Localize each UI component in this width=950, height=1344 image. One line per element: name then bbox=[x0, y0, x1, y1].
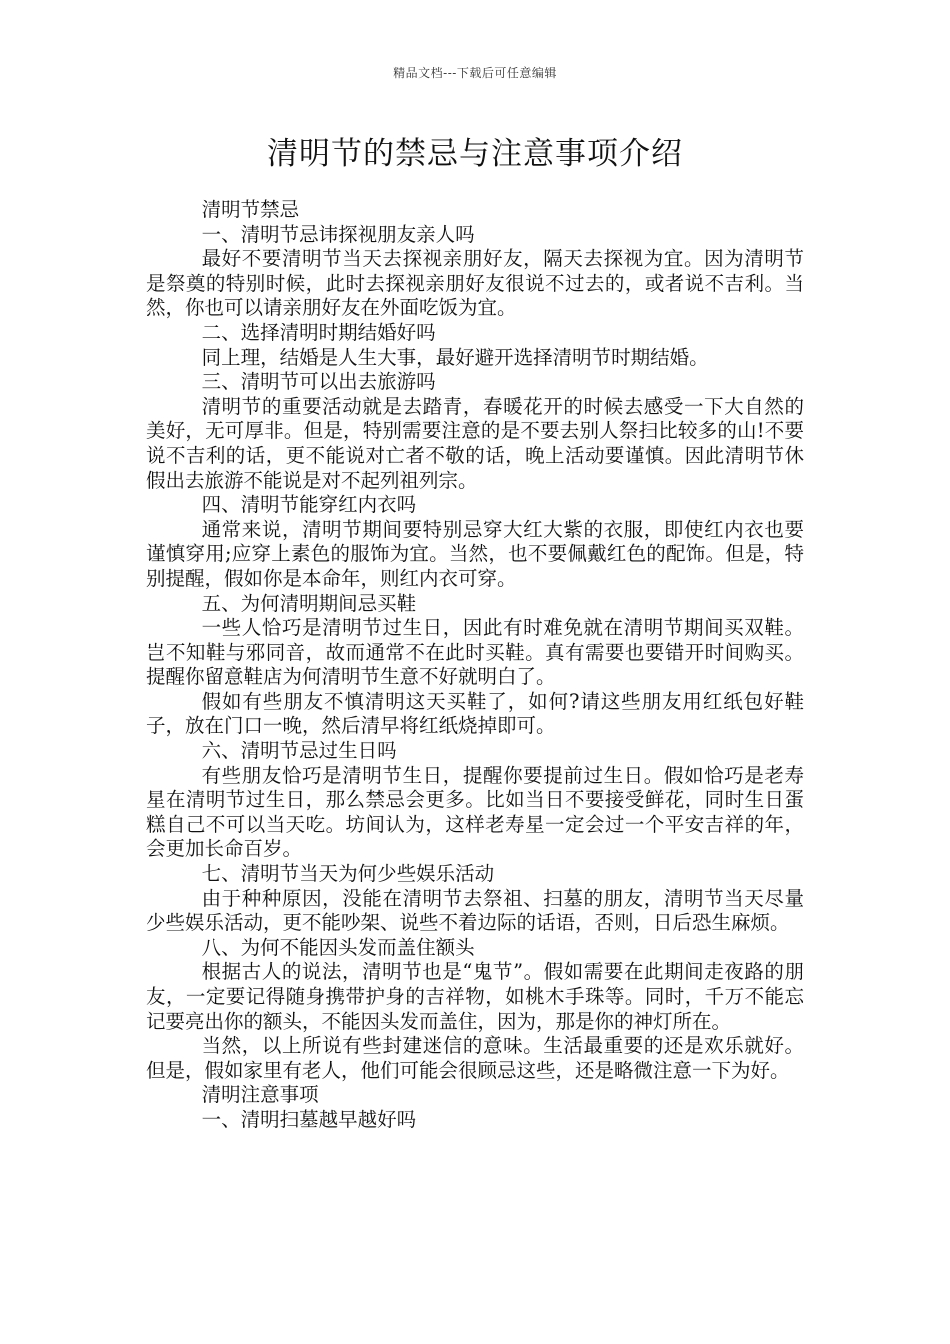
item-heading-6: 六、清明节忌过生日吗 bbox=[201, 739, 397, 763]
paragraph: 当然，以上所说有些封建迷信的意味。生活最重要的还是欢乐就好。但是，假如家里有老人，他们可能会很顾忌这些，还是略微注意一下为好。 bbox=[146, 1034, 804, 1082]
paragraph: 由于种种原因，没能在清明节去祭祖、扫墓的朋友，清明节当天尽量少些娱乐活动，更不能吵架、说些不着边际的话语，否则，日后恐生麻烦。 bbox=[146, 886, 804, 935]
paragraph: 一些人恰巧是清明节过生日，因此有时难免就在清明节期间买双鞋。岂不知鞋与邪同音，故而通常不在此时买鞋。真有需要也要错开时间购买。提醒你留意鞋店为何清明节生意不好就明白了。 bbox=[146, 616, 804, 689]
header-note: 精品文档---下载后可任意编辑 bbox=[393, 66, 557, 80]
paragraph: 清明节的重要活动就是去踏青，春暖花开的时候去感受一下大自然的美好，无可厚非。但是，特别需要注意的是不要去别人祭扫比较多的山!不要说不吉利的话，更不能说对亡者不敬的话，晚上活动要谨慎。因此清明节休假出去旅游不能说是对不起列祖列宗。 bbox=[146, 394, 804, 492]
paragraph: 根据古人的说法，清明节也是“鬼节”。假如需要在此期间走夜路的朋友，一定要记得随身携带护身的吉祥物，如桃木手珠等。同时，千万不能忘记要亮出你的额头，不能因头发而盖住，因为，那是你的神灯所在。 bbox=[146, 960, 804, 1033]
item-heading-3: 三、清明节可以出去旅游吗 bbox=[201, 370, 436, 394]
section-heading-precautions: 清明注意事项 bbox=[201, 1083, 319, 1107]
item-heading-7: 七、清明节当天为何少些娱乐活动 bbox=[201, 862, 495, 886]
section-heading-taboos: 清明节禁忌 bbox=[201, 198, 300, 221]
item-heading-1: 一、清明节忌讳探视朋友亲人吗 bbox=[201, 222, 475, 246]
item-heading-4: 四、清明节能穿红内衣吗 bbox=[201, 493, 417, 517]
item-heading-2: 二、选择清明时期结婚好吗 bbox=[201, 320, 436, 344]
item-heading-precaution-1: 一、清明扫墓越早越好吗 bbox=[201, 1107, 417, 1131]
document-body bbox=[146, 198, 804, 1133]
item-heading-8: 八、为何不能因头发而盖住额头 bbox=[201, 935, 475, 959]
paragraph: 同上理，结婚是人生大事，最好避开选择清明节时期结婚。 bbox=[201, 345, 709, 369]
paragraph: 假如有些朋友不慎清明这天买鞋了，如何?请这些朋友用红纸包好鞋子，放在门口一晚，然后清早将红纸烧掉即可。 bbox=[146, 689, 804, 738]
paragraph: 最好不要清明节当天去探视亲朋好友，隔天去探视为宜。因为清明节是祭奠的特别时候，此时去探视亲朋好友很说不过去的，或者说不吉利。当然，你也可以请亲朋好友在外面吃饭为宜。 bbox=[146, 247, 804, 320]
paragraph: 通常来说，清明节期间要特别忌穿大红大紫的衣服，即使红内衣也要谨慎穿用;应穿上素色的服饰为宜。当然，也不要佩戴红色的配饰。但是，特别提醒，假如你是本命年，则红内衣可穿。 bbox=[146, 517, 804, 590]
document-title: 清明节的禁忌与注意事项介绍 bbox=[267, 136, 683, 172]
item-heading-5: 五、为何清明期间忌买鞋 bbox=[201, 591, 417, 615]
paragraph: 有些朋友恰巧是清明节生日，提醒你要提前过生日。假如恰巧是老寿星在清明节过生日，那么禁忌会更多。比如当日不要接受鲜花，同时生日蛋糕自己不可以当天吃。坊间认为，这样老寿星一定会过一个平安吉祥的年，会更加长命百岁。 bbox=[146, 763, 804, 861]
